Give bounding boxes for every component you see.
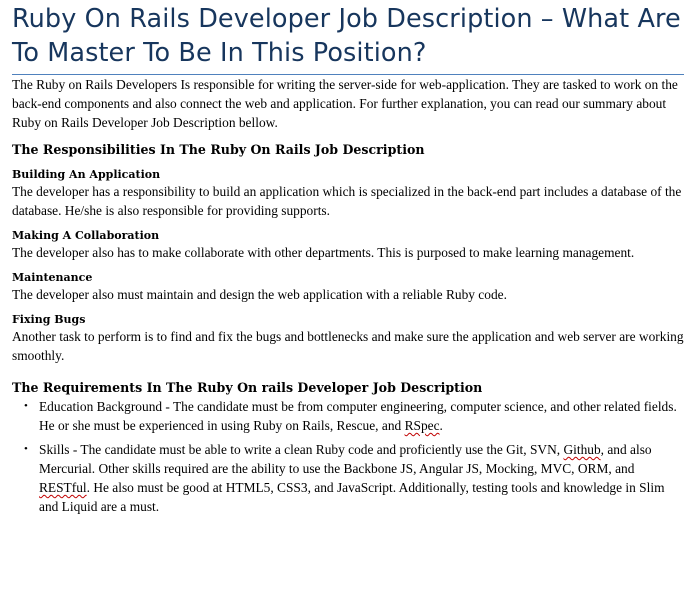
intro-paragraph: The Ruby on Rails Developers Is responsible for writing the server-side for web-application. They are tasked to work on the back-end components and also connect the web and application. For further explanation, you can read our summary about Ruby on Rails Developer Job Description bellow. xyxy=(12,77,678,130)
misspelled-word: Github xyxy=(563,442,601,457)
responsibility-building xyxy=(12,167,685,220)
misspelled-word: RESTful xyxy=(39,480,87,495)
requirement-text: . He also must be good at HTML5, CSS3, and JavaScript. Additionally, testing tools and knowledge in Slim and Liquid are a must. xyxy=(39,480,665,514)
list-item xyxy=(24,397,685,435)
requirement-text: . xyxy=(439,418,443,433)
list-item xyxy=(24,440,685,516)
responsibility-text: The developer has a responsibility to build an application which is specialized in the back-end part includes a database of the database. He/she is also responsible for providing supports. xyxy=(12,184,682,218)
document-title: Ruby On Rails Developer Job Description – What Are To Master To Be In This Position? xyxy=(12,4,681,68)
responsibility-title: Maintenance xyxy=(12,271,93,284)
responsibility-fixing-bugs xyxy=(12,312,685,365)
responsibility-title: Fixing Bugs xyxy=(12,313,86,326)
requirement-text: Skills - The candidate must be able to write a clean Ruby code and proficiently use the Git, SVN, xyxy=(39,442,564,457)
misspelled-word: RSpec xyxy=(404,418,440,433)
requirement-text: , and also Mercurial. Other skills required are the ability to use the Backbone JS, Angular JS, Mocking, MVC, ORM, and xyxy=(39,442,652,476)
responsibility-text: The developer also must maintain and design the web application with a reliable Ruby code. xyxy=(12,287,507,302)
responsibilities-heading: The Responsibilities In The Ruby On Rails Job Description xyxy=(12,142,425,157)
bullet-icon: • xyxy=(24,400,28,412)
document-page xyxy=(12,0,685,521)
responsibility-collaboration xyxy=(12,228,685,262)
requirement-text: Education Background - The candidate must be from computer engineering, computer science, and other related fields. He or she must be experienced in using Ruby on Rails, Rescue, and xyxy=(39,399,677,433)
responsibility-title: Making A Collaboration xyxy=(12,229,160,242)
responsibility-maintenance xyxy=(12,270,685,304)
requirements-list xyxy=(12,397,685,516)
responsibility-title: Building An Application xyxy=(12,168,161,181)
responsibility-text: The developer also has to make collaborate with other departments. This is purposed to make learning management. xyxy=(12,245,635,260)
responsibility-text: Another task to perform is to find and fix the bugs and bottlenecks and make sure the application and web server are working smoothly. xyxy=(12,329,684,363)
requirements-heading: The Requirements In The Ruby On rails Developer Job Description xyxy=(12,380,483,395)
bullet-icon: • xyxy=(24,443,28,455)
